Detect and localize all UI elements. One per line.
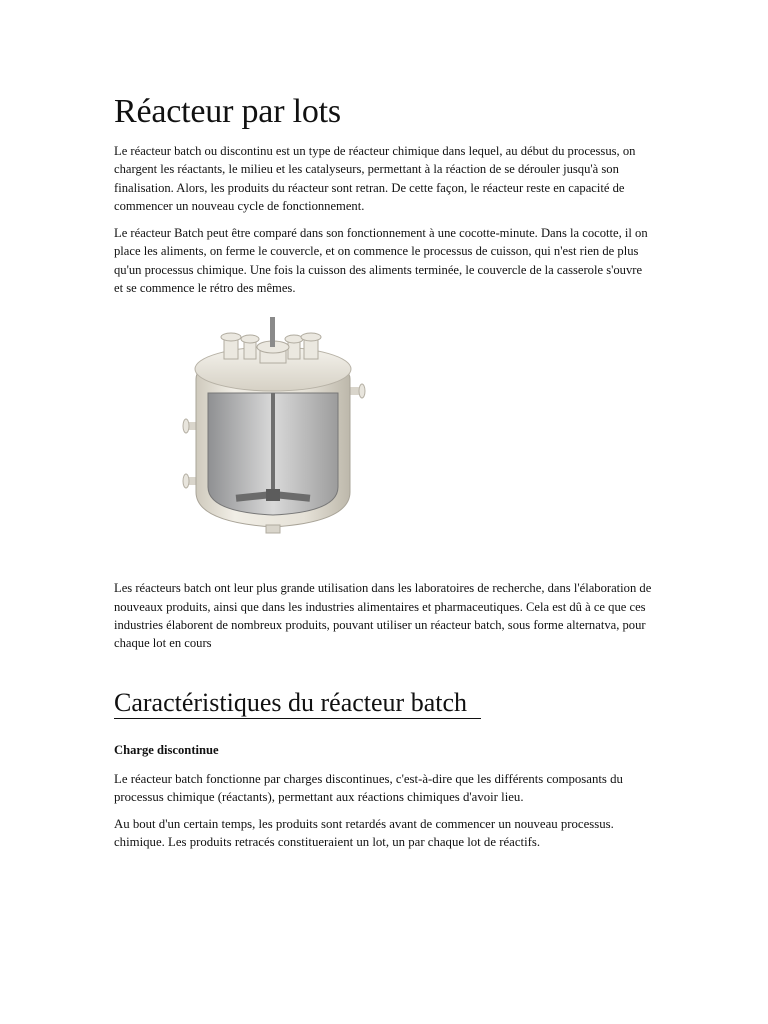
section-paragraph-1: Le réacteur batch fonctionne par charges discontinues, c'est-à-dire que les différents composants du processus chimique (réactants), permettant aux réactions chimiques d'avoir lieu. — [114, 771, 623, 804]
section-heading: Caractéristiques du réacteur batch — [114, 688, 481, 719]
usage-paragraph: Les réacteurs batch ont leur plus grande utilisation dans les laboratoires de recherche, dans l'élaboration de nouveaux produits, ainsi que dans les industries alimentaires et pharmaceutiques. Cela est dû à ce que ces industries élaborent de nombreux produits, pouvant utiliser un réacteur batch, sous forme alternatva, pour chaque lot en cours — [114, 581, 652, 651]
intro-paragraph-2: Le réacteur Batch peut être comparé dans son fonctionnement à une cocotte-minute. Dans la cocotte, il on place les aliments, on ferme le couvercle, et on commence le processus de cuisson, qui n'est rien de plus qu'un processus chimique. Une fois la cuisson des aliments terminée, le couvercle de la casserole s'ouvre et se commence le rétro des mêmes. — [114, 226, 648, 296]
section-subheading: Charge discontinue — [114, 742, 219, 757]
characteristics-section — [114, 662, 654, 852]
intro-paragraph-1: Le réacteur batch ou discontinu est un type de réacteur chimique dans lequel, au début du processus, on chargent les réactants, le milieu et les catalyseurs, permettant à la réaction de se dérouler jusqu'à son finalisation. Alors, les produits du réacteur sont retran. De cette façon, le réacteur reste en capacité de commencer un nouveau cycle de fonctionnement. — [114, 144, 636, 213]
reactor-figure — [114, 317, 654, 557]
batch-reactor-illustration — [178, 317, 393, 557]
section-paragraph-2: Au bout d'un certain temps, les produits sont retardés avant de commencer un nouveau processus. chimique. Les produits retracés constitueraient un lot, un par chaque lot de réactifs. — [114, 817, 614, 850]
page-title: Réacteur par lots — [114, 93, 341, 130]
document-content — [114, 92, 654, 861]
